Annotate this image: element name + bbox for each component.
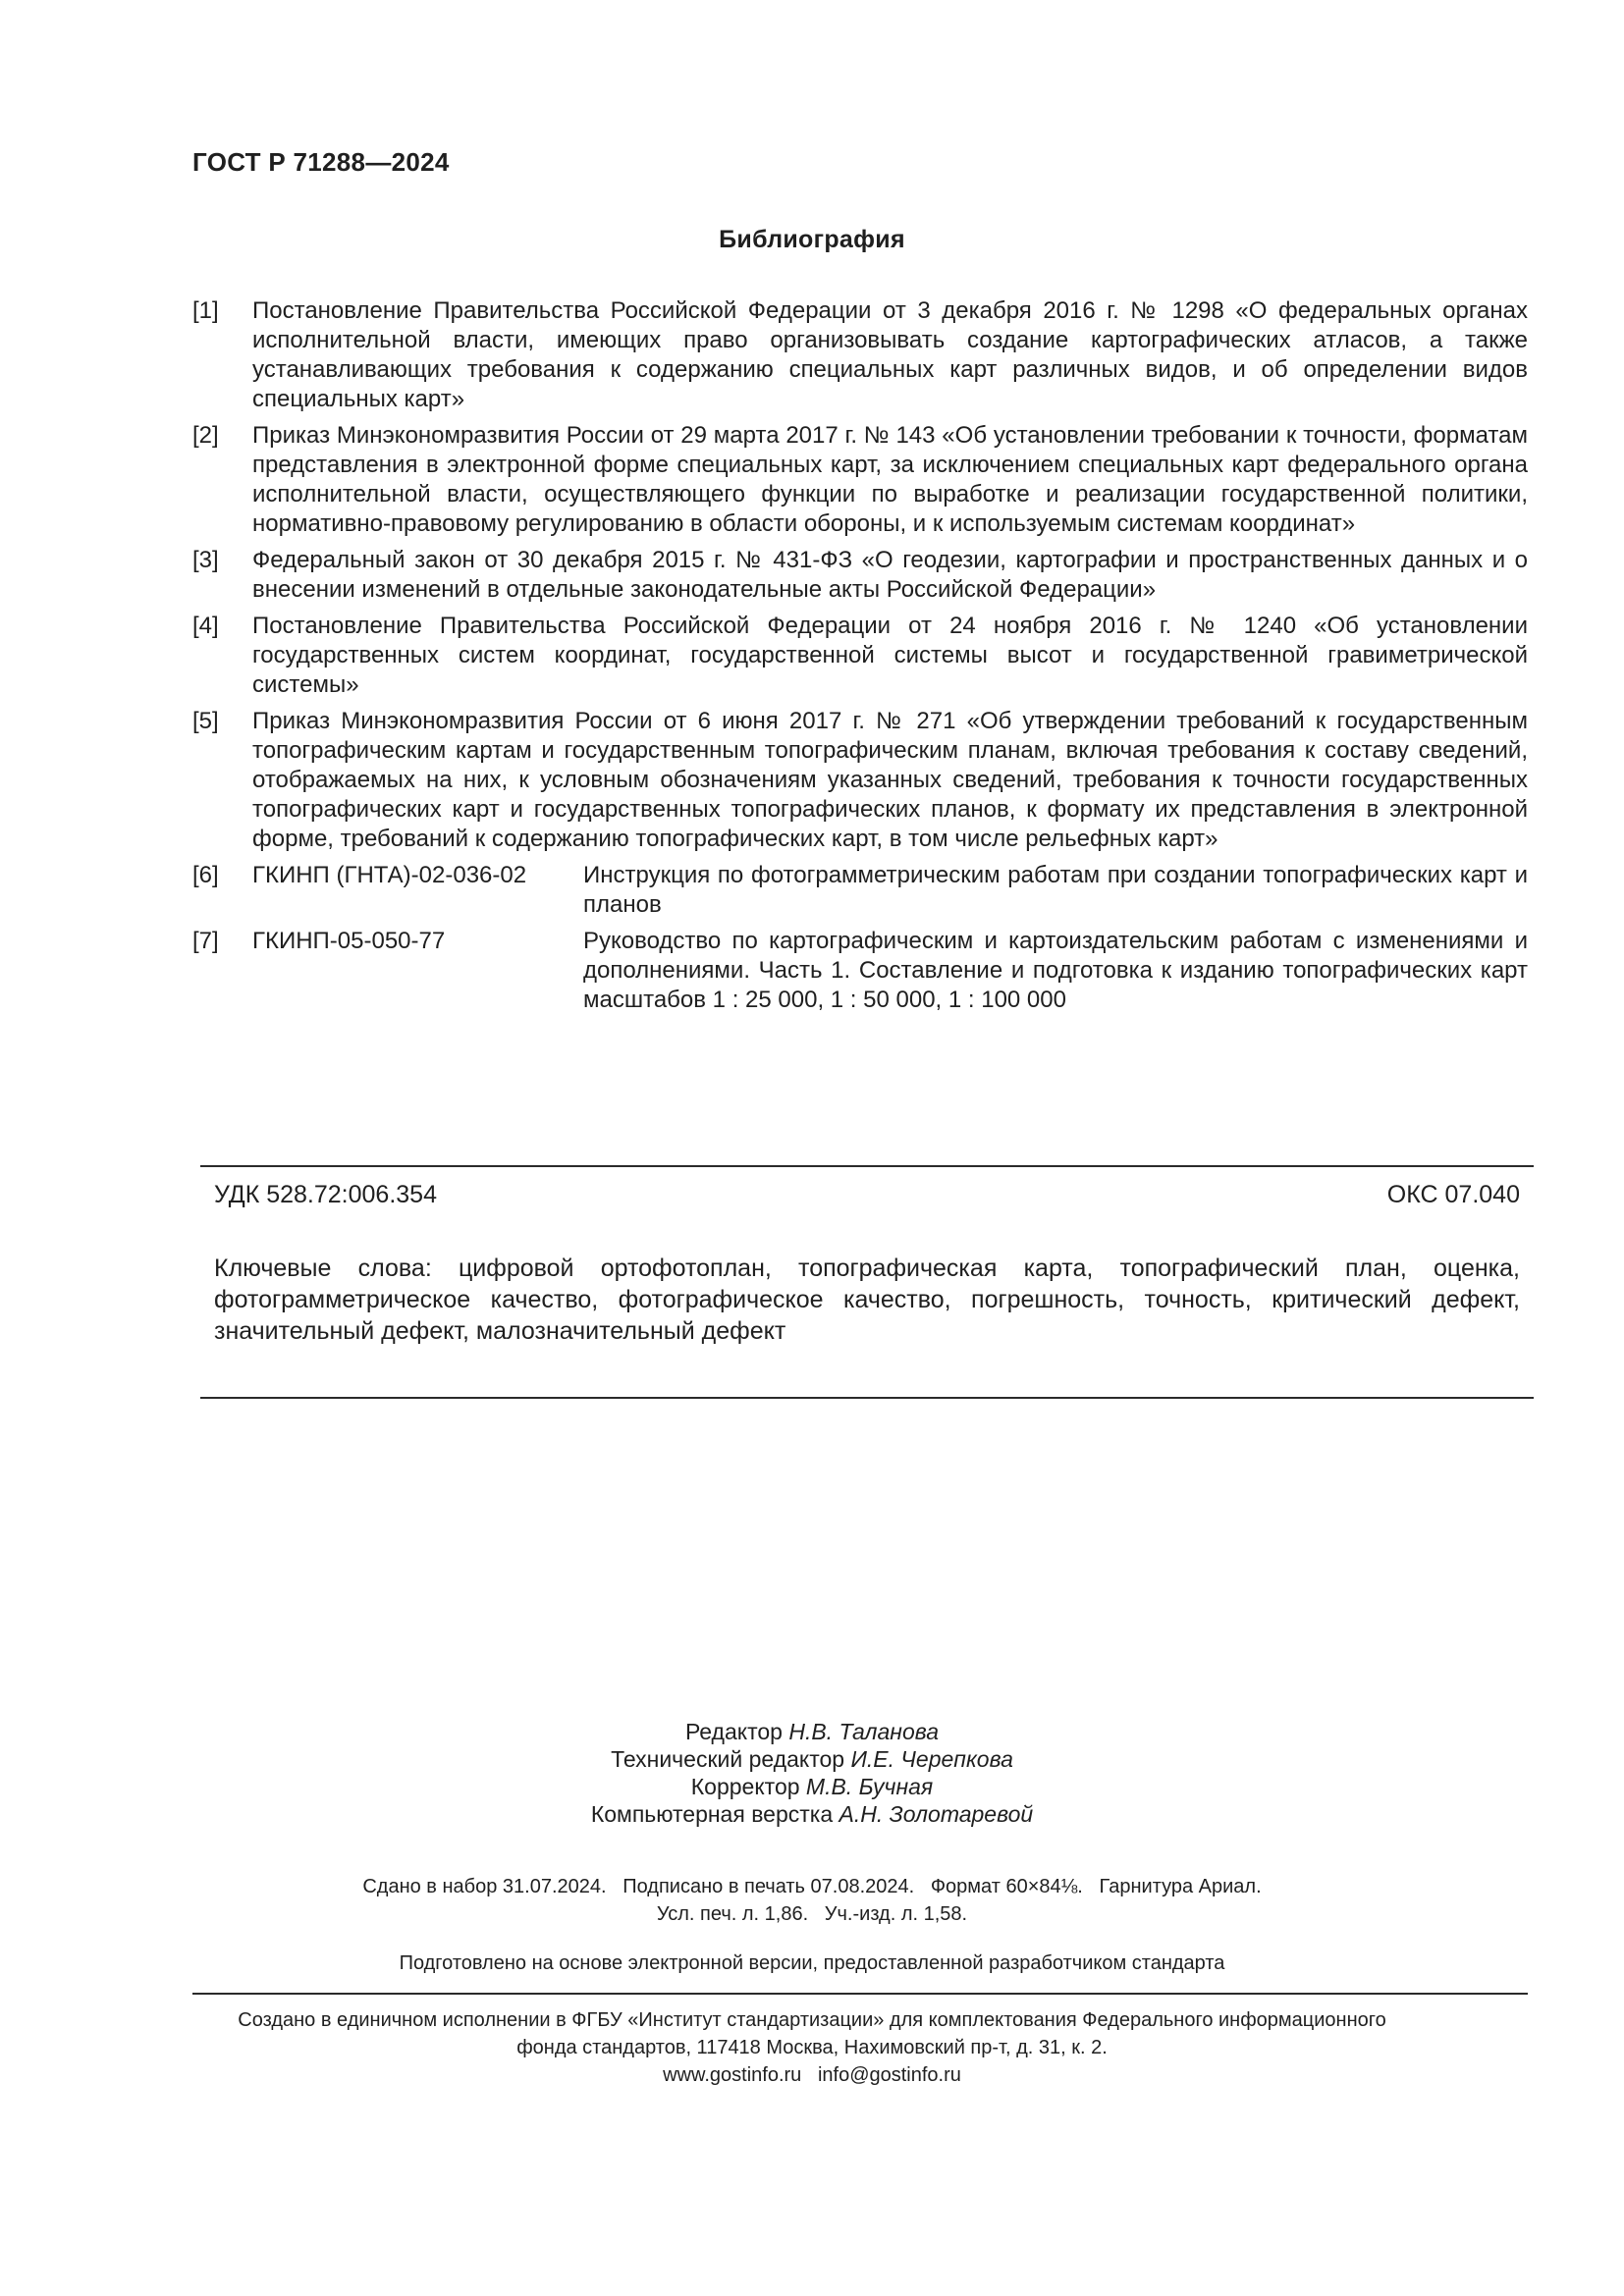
bibliography-entry xyxy=(192,612,1528,700)
document-code: ГОСТ Р 71288—2024 xyxy=(192,147,450,177)
credit-name: Н.В. Таланова xyxy=(788,1719,940,1744)
imprint-block xyxy=(0,1873,1624,1928)
classification-row xyxy=(214,1181,1520,1209)
created-line: Создано в единичном исполнении в ФГБУ «Институт стандартизации» для комплектования Федерального информационного xyxy=(238,2009,1386,2031)
bibliography-entry xyxy=(192,546,1528,605)
entry-number: [4] xyxy=(192,613,219,639)
imprint-line: Сдано в набор 31.07.2024. Подписано в печать 07.08.2024. Формат 60×84⅛. Гарнитура Ариал. xyxy=(362,1876,1262,1897)
credit-role: Компьютерная верстка xyxy=(590,1801,834,1827)
entry-text: Постановление Правительства Российской Федерации от 24 ноября 2016 г. № 1240 «Об установлении государственных систем координат, государственной системы высот и государственной гравиметрической системы» xyxy=(252,613,1528,698)
entry-document-code: ГКИНП-05-050-77 xyxy=(252,928,446,954)
entry-number: [5] xyxy=(192,708,219,734)
bibliography-entry xyxy=(192,296,1528,414)
entry-text: Федеральный закон от 30 декабря 2015 г. № 431-ФЗ «О геодезии, картографии и пространственных данных и о внесении изменений в отдельные законодательные акты Российской Федерации» xyxy=(252,547,1528,603)
keywords: Ключевые слова: цифровой ортофотоплан, топографическая карта, топографический план, оценка, фотограмметрическое качество, фотографическое качество, погрешность, точность, критический дефект, значительный дефект, малозначительный дефект xyxy=(214,1255,1520,1345)
credits-block xyxy=(0,1718,1624,1828)
bibliography-entry xyxy=(192,707,1528,854)
bottom-divider xyxy=(200,1397,1534,1399)
credit-line xyxy=(0,1773,1624,1800)
bibliography-entry xyxy=(192,421,1528,539)
entry-text: Приказ Минэкономразвития России от 29 марта 2017 г. № 143 «Об установлении требовании к точности, форматам представления в электронной форме специальных карт, за исключением специальных карт федерального органа исполнительной власти, осуществляющего функции по выработке и реализации государственной политики, нормативно-правовому регулированию в области обороны, и к используемым системам координат» xyxy=(252,422,1528,537)
created-line: www.gostinfo.ru info@gostinfo.ru xyxy=(663,2064,961,2086)
entry-text: Постановление Правительства Российской Федерации от 3 декабря 2016 г. № 1298 «О федеральных органах исполнительной власти, имеющих право организовывать создание картографических атласов, а также устанавливающих требования к содержанию специальных карт различных видов, и об определении видов специальных карт» xyxy=(252,297,1528,412)
oks-code: ОКС 07.040 xyxy=(1386,1181,1520,1208)
entry-text: Руководство по картографическим и картоиздательским работам с изменениями и дополнениями. Часть 1. Составление и подготовка к изданию топографических карт масштабов 1 : 25 000, 1 : 50 000, 1 : 100 000 xyxy=(583,928,1528,1013)
entry-number: [6] xyxy=(192,862,219,888)
credit-line xyxy=(0,1745,1624,1773)
entry-document-code: ГКИНП (ГНТА)-02-036-02 xyxy=(252,862,527,888)
credit-line xyxy=(0,1718,1624,1745)
prepared-note: Подготовлено на основе электронной версии, предоставленной разработчиком стандарта xyxy=(399,1952,1225,1974)
credit-name: И.Е. Черепкова xyxy=(850,1746,1013,1772)
credit-role: Редактор xyxy=(684,1719,783,1744)
entry-number: [2] xyxy=(192,422,219,449)
credit-role: Технический редактор xyxy=(611,1746,845,1772)
imprint-line: Усл. печ. л. 1,86. Уч.-изд. л. 1,58. xyxy=(656,1903,968,1925)
entry-number: [3] xyxy=(192,547,219,573)
created-note xyxy=(0,2006,1624,2089)
created-line: фонда стандартов, 117418 Москва, Нахимовский пр-т, д. 31, к. 2. xyxy=(516,2037,1108,2058)
credit-name: М.В. Бучная xyxy=(805,1774,934,1799)
credit-line xyxy=(0,1800,1624,1828)
credit-name: А.Н. Золотаревой xyxy=(839,1801,1034,1827)
entry-number: [1] xyxy=(192,297,219,324)
bibliography-list xyxy=(192,296,1528,1022)
bibliography-entry xyxy=(192,927,1528,1015)
top-divider xyxy=(200,1165,1534,1167)
udk-code: УДК 528.72:006.354 xyxy=(214,1181,437,1208)
entry-text: Инструкция по фотограмметрическим работам при создании топографических карт и планов xyxy=(583,862,1528,918)
entry-text: Приказ Минэкономразвития России от 6 июня 2017 г. № 271 «Об утверждении требований к государственным топографическим картам и государственным топографическим планам, включая требования к составу сведений, отображаемых на них, к условным обозначениям указанных сведений, требования к точности государственных топографических карт и государственных топографических планов, к формату их представления в электронной форме, требований к содержанию топографических карт, в том числе рельефных карт» xyxy=(252,708,1528,852)
footer-divider xyxy=(192,1993,1528,1995)
entry-number: [7] xyxy=(192,928,219,954)
bibliography-entry xyxy=(192,861,1528,920)
bibliography-title: Библиография xyxy=(719,226,905,253)
credit-role: Корректор xyxy=(690,1774,800,1799)
